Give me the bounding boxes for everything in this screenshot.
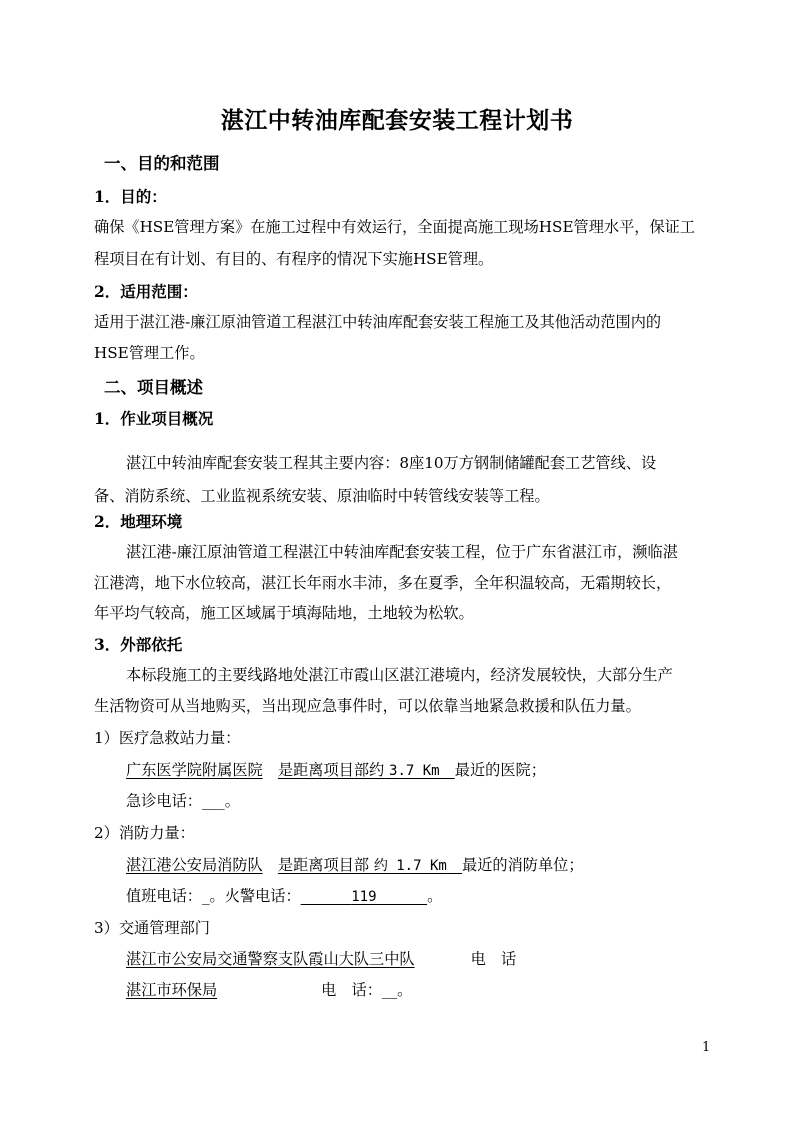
- hospital-name: 广东医学院附属医院: [126, 761, 263, 779]
- subheading-geography: 2．地理环境: [94, 512, 183, 531]
- fire-distance-phrase: 是距离项目部 约 1.7 Km: [277, 856, 447, 874]
- fire-label: 2）消防力量：: [94, 824, 195, 842]
- traffic-phone-label: 电 话: [470, 950, 517, 968]
- paragraph-line: 湛江中转油库配套安装工程其主要内容：8座10万方钢制储罐配套工艺管线、设: [126, 454, 657, 472]
- hospital-suffix: 最近的医院；: [454, 761, 546, 779]
- traffic-line-2: 湛江市环保局 电 话：__。: [126, 981, 413, 999]
- medical-line: [126, 759, 546, 780]
- subheading-purpose: 1．目的：: [94, 187, 167, 206]
- paragraph-line: 备、消防系统、工业监视系统安装、原油临时中转管线安装等工程。: [94, 487, 550, 505]
- traffic-line-1: [126, 948, 516, 969]
- paragraph-line: 生活物资可从当地购买，当出现应急事件时，可以依靠当地紧急救援和队伍力量。: [94, 697, 641, 715]
- fire-unit: 湛江港公安局消防队: [126, 856, 263, 874]
- paragraph-line: 本标段施工的主要线路地处湛江市霞山区湛江港境内，经济发展较快，大部分生产: [126, 666, 673, 684]
- page-number: 1: [702, 1040, 711, 1055]
- duty-phone-value: _: [201, 887, 210, 905]
- emergency-phone-value: ___: [201, 792, 225, 810]
- traffic-label: 3）交通管理部门: [94, 919, 210, 937]
- subheading-project-overview: 1．作业项目概况: [94, 409, 214, 428]
- subheading-external-support: 3．外部依托: [94, 635, 183, 654]
- section-heading-overview: 二、项目概述: [104, 378, 203, 397]
- paragraph-line: 江港湾，地下水位较高，湛江长年雨水丰沛，多在夏季，全年积温较高，无霜期较长，: [94, 574, 672, 592]
- env-phone-value: __: [381, 981, 398, 999]
- fire-suffix: 最近的消防单位；: [462, 856, 584, 874]
- hospital-distance-phrase: 是距离项目部约 3.7 Km: [277, 761, 440, 779]
- section-heading-purpose: 一、目的和范围: [104, 154, 220, 173]
- paragraph-line: 湛江港-廉江原油管道工程湛江中转油库配套安装工程，位于广东省湛江市，濒临湛: [126, 543, 678, 561]
- medical-label: 1）医疗急救站力量：: [94, 729, 241, 747]
- paragraph-line: 程项目在有计划、有目的、有程序的情况下实施HSE管理。: [94, 250, 494, 268]
- fire-phone-line: 值班电话：_。火警电话： 119 。: [126, 887, 443, 905]
- paragraph-line: HSE管理工作。: [94, 344, 205, 362]
- paragraph-line: 确保《HSE管理方案》在施工过程中有效运行，全面提高施工现场HSE管理水平，保证工: [94, 218, 696, 236]
- subheading-scope: 2．适用范围：: [94, 282, 198, 301]
- emergency-phone-line: 急诊电话：___。: [126, 792, 240, 810]
- fire-line: [126, 854, 584, 875]
- alarm-phone-value: 119: [351, 889, 377, 905]
- environment-bureau: 湛江市环保局: [126, 981, 218, 999]
- paragraph-line: 适用于湛江港-廉江原油管道工程湛江中转油库配套安装工程施工及其他活动范围内的: [94, 313, 662, 331]
- traffic-unit: 湛江市公安局交通警察支队霞山大队三中队: [126, 950, 415, 968]
- page-title: 湛江中转油库配套安装工程计划书: [220, 107, 574, 134]
- paragraph-line: 年平均气较高，施工区域属于填海陆地，土地较为松软。: [94, 604, 474, 622]
